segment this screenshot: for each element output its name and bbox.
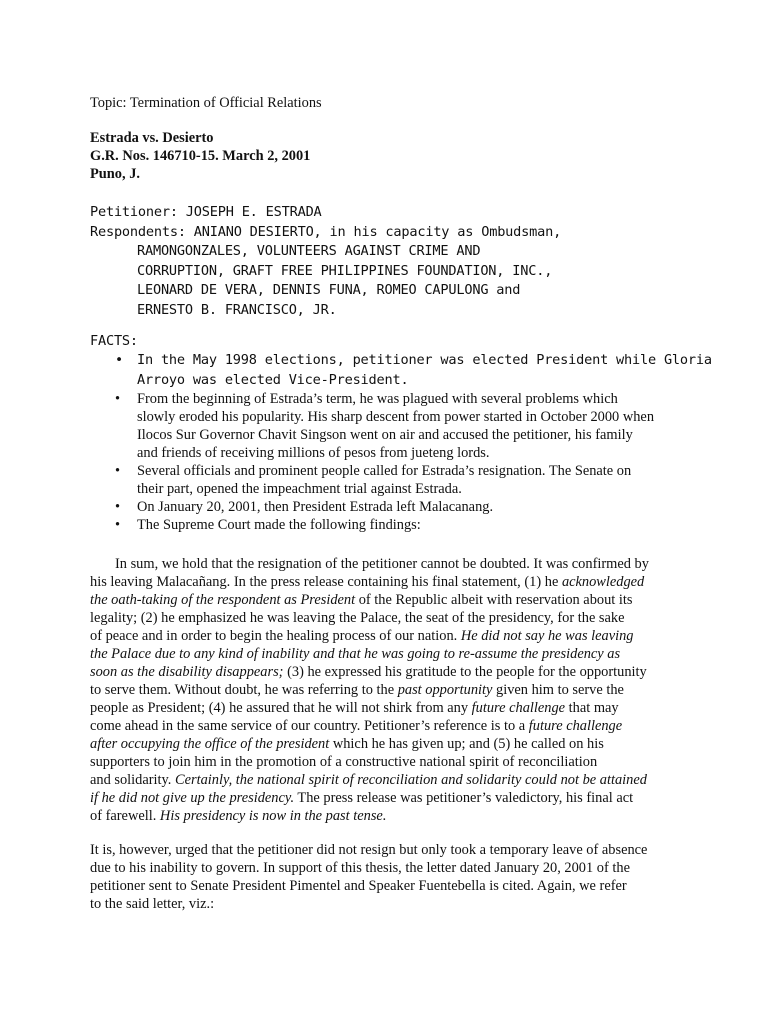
- body-paragraph: It is, however, urged that the petitioner did not resign but only took a temporary leave of absence due to his inability to govern. In support of this thesis, the letter dated January 20, 2001 of the petitioner sent to Senate President Pimentel and Speaker Fuentebella is cited. Again, we refer to the said letter, viz.:: [90, 842, 648, 912]
- respondents-line: ERNESTO B. FRANCISCO, JR.: [137, 301, 337, 318]
- bullet-icon: •: [115, 499, 121, 515]
- respondents-line: Respondents: ANIANO DESIERTO, in his capacity as Ombudsman,: [90, 223, 562, 240]
- bullet-icon: •: [115, 463, 121, 479]
- bullet-icon: •: [115, 517, 121, 533]
- case-number: G.R. Nos. 146710-15. March 2, 2001: [90, 148, 311, 164]
- list-item: • The Supreme Court made the following findings:: [115, 517, 421, 533]
- quoted-paragraph: In sum, we hold that the resignation of the petitioner cannot be doubted. It was confirmed by his leaving Malacañang. In the press release containing his final statement, (1) he acknowledged the oath-taking of the respondent as President of the Republic albeit with reservation about its legality; (2) he emphasized he was leaving the Palace, the seat of the presidency, for the sake of peace and in order to begin the healing process of our nation. He did not say he was leaving the Palace due to any kind of inability and that he was going to re-assume the presidency as soon as the disability disappears; (3) he expressed his gratitude to the people for the opportunity to serve them. Without doubt, he was referring to the past opportunity given him to serve the people as President; (4) he assured that he will not shirk from any future challenge that may come ahead in the same service of our country. Petitioner’s reference is to a future challenge after occupying the office of the president which he has given up; and (5) he called on his supporters to join him in the promotion of a constructive national spirit of reconciliation and solidarity. Certainly, the national spirit of reconciliation and solidarity could not be attained if he did not give up the presidency. The press release was petitioner’s valedictory, his final act of farewell. His presidency is now in the past tense.: [90, 556, 649, 824]
- list-item: • On January 20, 2001, then President Estrada left Malacanang.: [115, 499, 494, 515]
- case-ponente: Puno, J.: [90, 166, 140, 182]
- topic-line: Topic: Termination of Official Relations: [90, 95, 322, 111]
- respondents-line: LEONARD DE VERA, DENNIS FUNA, ROMEO CAPULONG and: [137, 282, 521, 298]
- bullet-icon: •: [115, 391, 121, 407]
- case-title: Estrada vs. Desierto: [90, 130, 214, 146]
- list-item: • In the May 1998 elections, petitioner was elected President while Gloria Arroyo was elected Vice-President.: [115, 352, 712, 388]
- petitioner-line: Petitioner: JOSEPH E. ESTRADA: [90, 204, 322, 220]
- case-header: [90, 129, 690, 183]
- bullet-icon: •: [115, 352, 123, 368]
- facts-heading: FACTS:: [90, 333, 138, 349]
- facts-list: [90, 351, 730, 534]
- parties-block: [90, 203, 710, 320]
- list-item: • Several officials and prominent people called for Estrada’s resignation. The Senate on their part, opened the impeachment trial against Estrada.: [115, 463, 632, 497]
- respondents-line: RAMONGONZALES, VOLUNTEERS AGAINST CRIME AND: [137, 243, 481, 259]
- respondents-line: CORRUPTION, GRAFT FREE PHILIPPINES FOUNDATION, INC.,: [137, 262, 553, 279]
- list-item: • From the beginning of Estrada’s term, he was plagued with several problems which slowly eroded his popularity. His sharp descent from power started in October 2000 when Ilocos Sur Governor Chavit Singson went on air and accused the petitioner, his family and friends of receiving millions of pesos from jueteng lords.: [115, 391, 655, 461]
